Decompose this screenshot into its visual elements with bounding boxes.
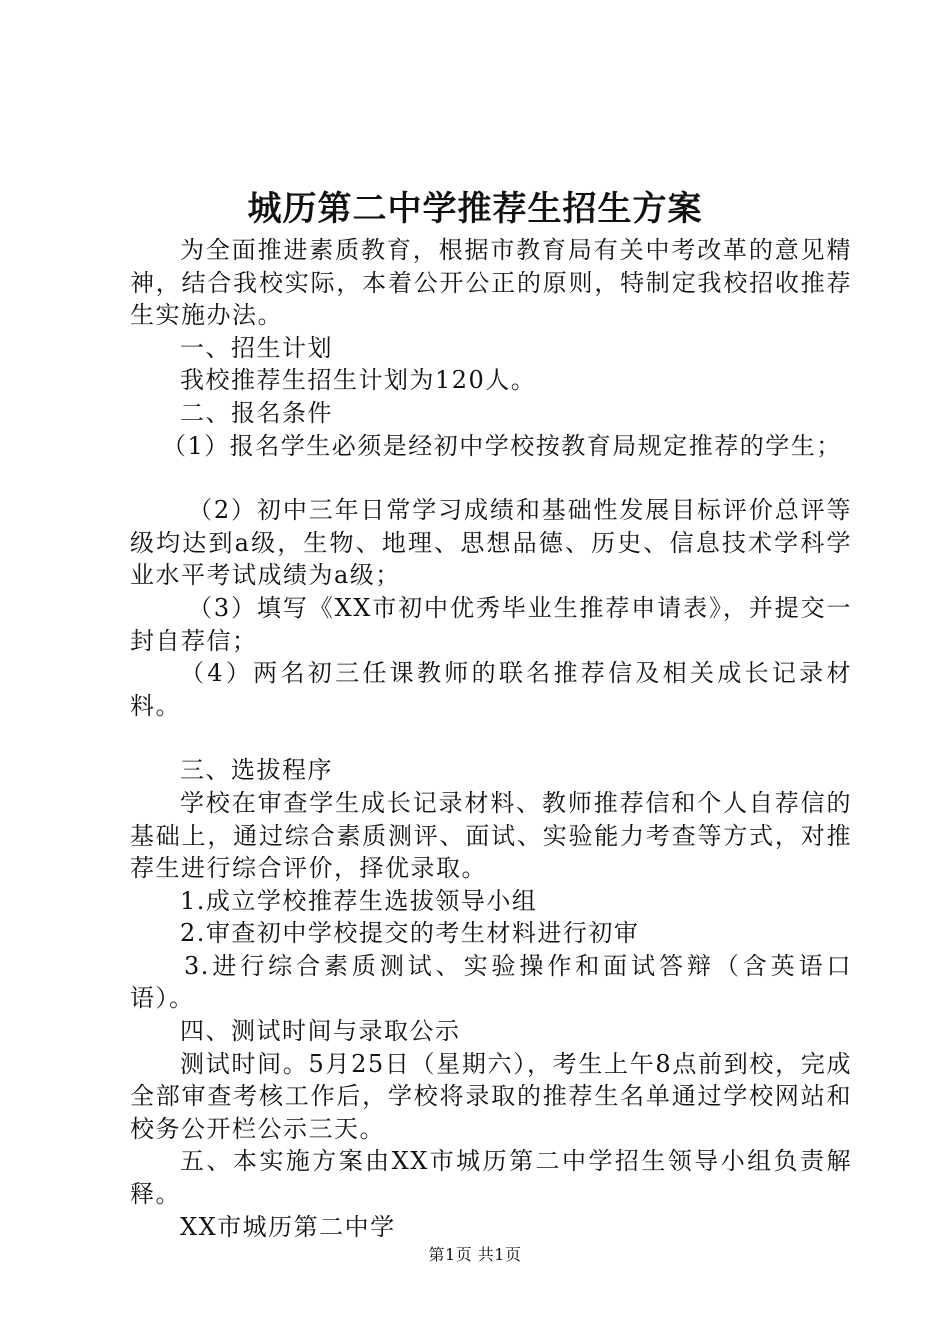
procedure-step-1: 1.成立学校推荐生选拔领导小组 — [180, 886, 538, 915]
procedure-step-2: 2.审查初中学校提交的考生材料进行初审 — [180, 919, 640, 948]
section-heading-conditions: 二、报名条件 — [180, 398, 333, 427]
page-footer: 第1页 共1页 — [428, 1245, 522, 1264]
signature-line: XX市城历第二中学 — [180, 1212, 396, 1241]
condition-item-1: （1）报名学生必须是经初中学校按教育局规定推荐的学生； — [162, 431, 842, 460]
procedure-paragraph: 学校在审查学生成长记录材料、教师推荐信和个人自荐信的基础上，通过综合素质测评、面试、实验能力考查等方式，对推荐生进行综合评价，择优录取。 — [130, 788, 852, 883]
procedure-step-3: 3.进行综合素质测试、实验操作和面试答辩（含英语口语）。 — [130, 951, 852, 1013]
section-heading-schedule: 四、测试时间与录取公示 — [180, 1017, 461, 1046]
section-heading-plan: 一、招生计划 — [180, 333, 333, 362]
section-heading-procedure: 三、选拔程序 — [180, 756, 333, 785]
section-heading-interpretation: 五、本实施方案由XX市城历第二中学招生领导小组负责解释。 — [130, 1147, 852, 1209]
document-body — [130, 234, 852, 1243]
condition-item-4: （4）两名初三任课教师的联名推荐信及相关成长记录材料。 — [130, 659, 852, 720]
schedule-paragraph: 测试时间。5月25日（星期六），考生上午8点前到校，完成全部审查考核工作后，学校将录取的推荐生名单通过学校网站和校务公开栏公示三天。 — [130, 1049, 852, 1143]
plan-paragraph: 我校推荐生招生计划为120人。 — [180, 366, 537, 395]
condition-item-2: （2）初中三年日常学习成绩和基础性发展目标评价总评等级均达到a级，生物、地理、思想品德、历史、信息技术学科学业水平考试成绩为a级； — [130, 496, 852, 590]
condition-item-3: （3）填写《XX市初中优秀毕业生推荐申请表》，并提交一封自荐信； — [130, 593, 852, 655]
document-title: 城历第二中学推荐生招生方案 — [247, 189, 703, 229]
intro-paragraph: 为全面推进素质教育，根据市教育局有关中考改革的意见精神，结合我校实际，本着公开公正的原则，特制定我校招收推荐生实施办法。 — [130, 236, 852, 330]
